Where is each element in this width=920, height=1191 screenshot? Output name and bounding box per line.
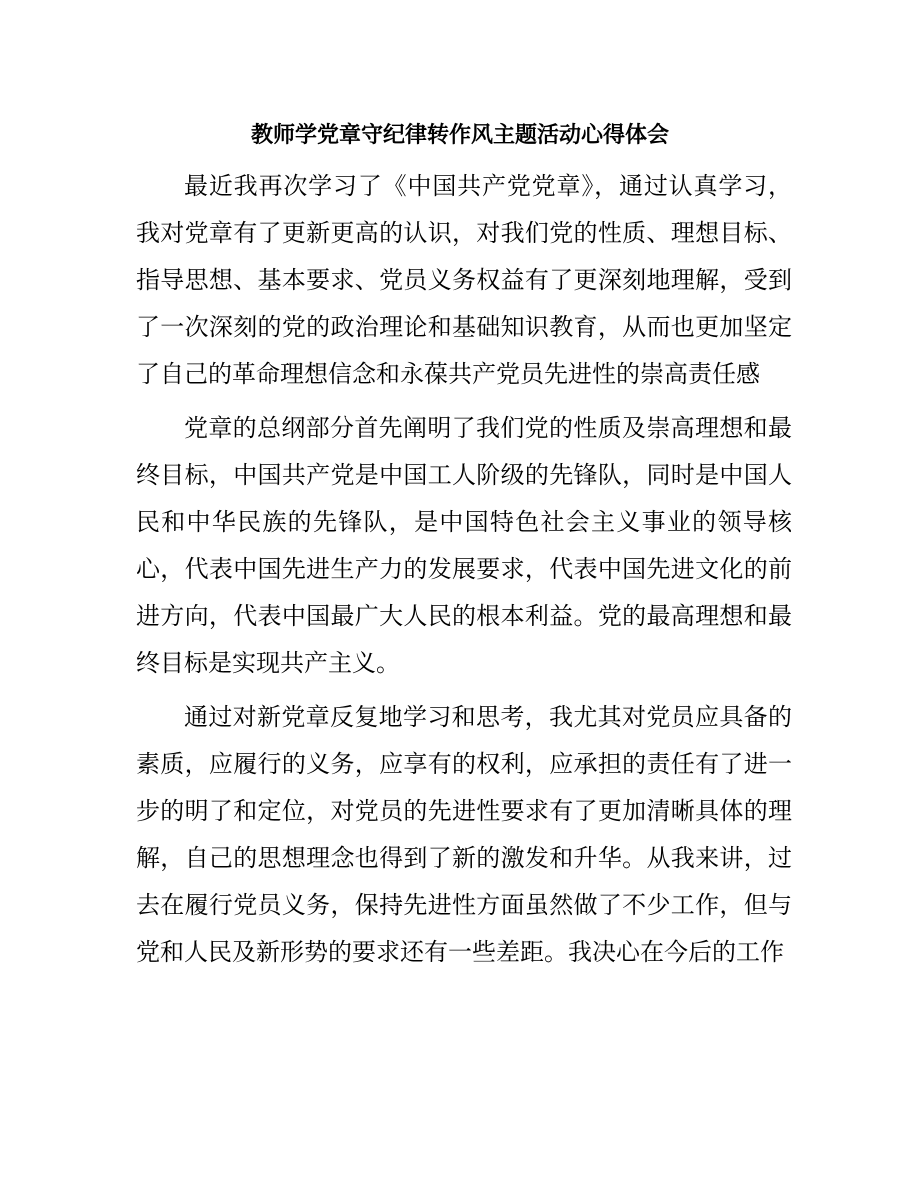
document-body [136,163,792,976]
paragraph-1: 最近我再次学习了《中国共产党党章》，通过认真学习，我对党章有了更新更高的认识，对我们党的性质、理想目标、指导思想、基本要求、党员义务权益有了更深刻地理解，受到了一次深刻的党的政治理论和基础知识教育，从而也更加坚定了自己的革命理想信念和永葆共产党员先进性的崇高责任感 [136,172,792,388]
document-title: 教师学党章守纪律转作风主题活动心得体会 [250,122,669,148]
paragraph-2: 党章的总纲部分首先阐明了我们党的性质及崇高理想和最终目标，中国共产党是中国工人阶级的先锋队，同时是中国人民和中华民族的先锋队，是中国特色社会主义事业的领导核心，代表中国先进生产力的发展要求，代表中国先进文化的前进方向，代表中国最广大人民的根本利益。党的最高理想和最终目标是实现共产主义。 [136,414,792,677]
paragraph-3: 通过对新党章反复地学习和思考，我尤其对党员应具备的素质，应履行的义务，应享有的权利，应承担的责任有了进一步的明了和定位，对党员的先进性要求有了更加清晰具体的理解，自己的思想理念也得到了新的激发和升华。从我来讲，过去在履行党员义务，保持先进性方面虽然做了不少工作，但与党和人民及新形势的要求还有一些差距。我决心在今后的工作 [136,703,792,966]
